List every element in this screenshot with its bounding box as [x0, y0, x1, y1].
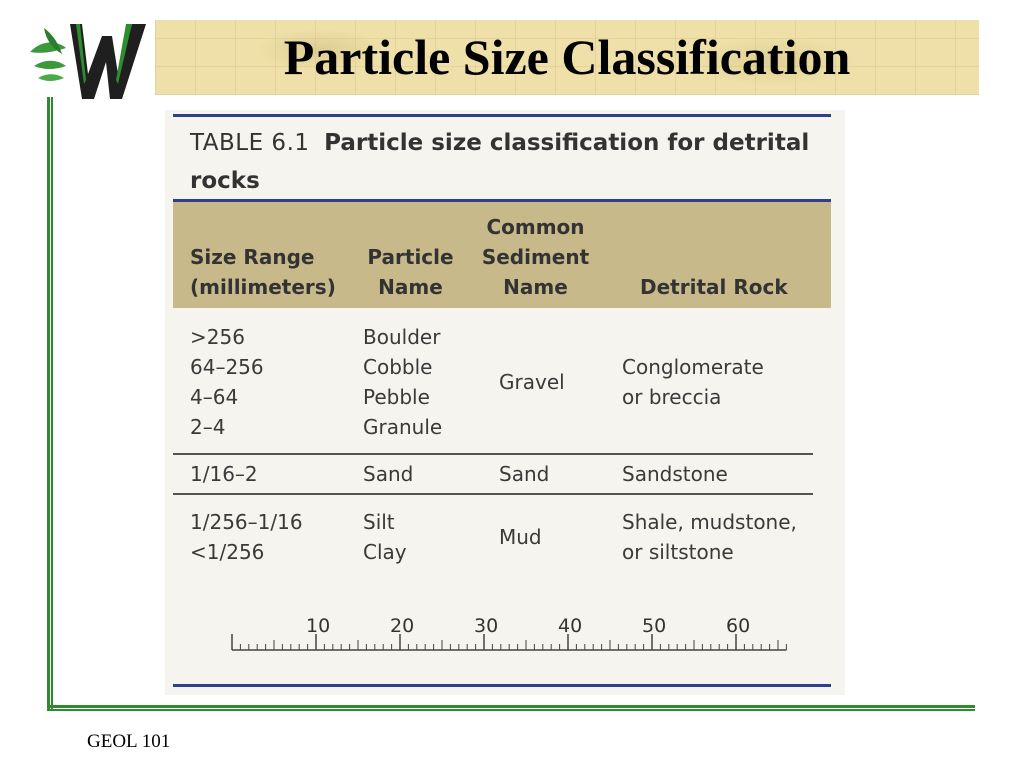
header-particle-name-line: Particle [367, 245, 454, 269]
group-gravel-sizes [190, 322, 264, 442]
detrital-rock-cell: Shale, mudstone, [622, 510, 797, 534]
detrital-rock-cell: Conglomerate [622, 355, 764, 379]
group-mud-rock [622, 507, 797, 567]
detrital-rock-cell: or breccia [622, 385, 722, 409]
size-range-cell: 2–4 [190, 415, 226, 439]
ruler-label: 40 [558, 615, 583, 637]
group-mud-sizes [190, 507, 303, 567]
frame-bottom-rule [47, 705, 975, 711]
table-title: Particle size classification for detrital rocks [190, 130, 810, 194]
footer-course-label: GEOL 101 [87, 731, 171, 752]
header-sediment-name-line: Sediment [481, 245, 590, 269]
detrital-rock-cell: or siltstone [622, 540, 734, 564]
size-range-cell: 4–64 [190, 385, 239, 409]
table-number: TABLE 6.1 [190, 130, 310, 156]
row-separator [173, 453, 813, 455]
ruler-label: 50 [642, 615, 667, 637]
ruler-label: 60 [726, 615, 751, 637]
particle-name-cell: Cobble [363, 355, 433, 379]
particle-name-cell: Boulder [363, 325, 441, 349]
header-particle-name [363, 242, 458, 302]
row-separator [173, 493, 813, 495]
table-figure [165, 110, 845, 695]
bamboo-w-logo-icon [22, 14, 152, 104]
particle-name-cell: Clay [363, 540, 407, 564]
frame-left-rule [47, 97, 53, 709]
table-top-rule [173, 114, 831, 117]
particle-name-cell: Pebble [363, 385, 430, 409]
header-size-range [190, 242, 336, 302]
header-sediment-name-line: Common [486, 215, 585, 239]
detrital-rock-cell: Sandstone [622, 462, 728, 486]
particle-name-cell: Granule [363, 415, 443, 439]
sediment-name-cell: Sand [499, 462, 550, 486]
header-particle-name-line: Name [378, 275, 443, 299]
table-bottom-rule [173, 684, 831, 687]
sediment-name-cell: Gravel [499, 370, 565, 394]
table-caption [190, 124, 810, 200]
size-range-cell: >256 [190, 325, 245, 349]
header-detrital-rock-line: Detrital Rock [640, 275, 788, 299]
sediment-name-cell: Mud [499, 525, 542, 549]
ruler-label: 10 [306, 615, 331, 637]
group-gravel-rock [622, 352, 764, 412]
slide-title: Particle Size Classification [283, 29, 851, 85]
group-gravel-particles [363, 322, 442, 442]
particle-name-cell: Sand [363, 462, 414, 486]
size-range-cell: 1/256–1/16 [190, 510, 303, 534]
size-range-cell: 1/16–2 [190, 462, 258, 486]
particle-name-cell: Silt [363, 510, 395, 534]
size-range-cell: 64–256 [190, 355, 264, 379]
size-range-cell: <1/256 [190, 540, 265, 564]
header-detrital-rock [640, 272, 788, 302]
group-mud-particles [363, 507, 407, 567]
header-sediment-name-line: Name [503, 275, 568, 299]
header-sediment-name [478, 212, 593, 302]
table-header-row [173, 202, 831, 308]
ruler-label: 30 [474, 615, 499, 637]
ruler-label: 20 [390, 615, 415, 637]
millimeter-ruler [230, 610, 790, 660]
header-size-range-line: (millimeters) [190, 275, 336, 299]
header-size-range-line: Size Range [190, 245, 315, 269]
